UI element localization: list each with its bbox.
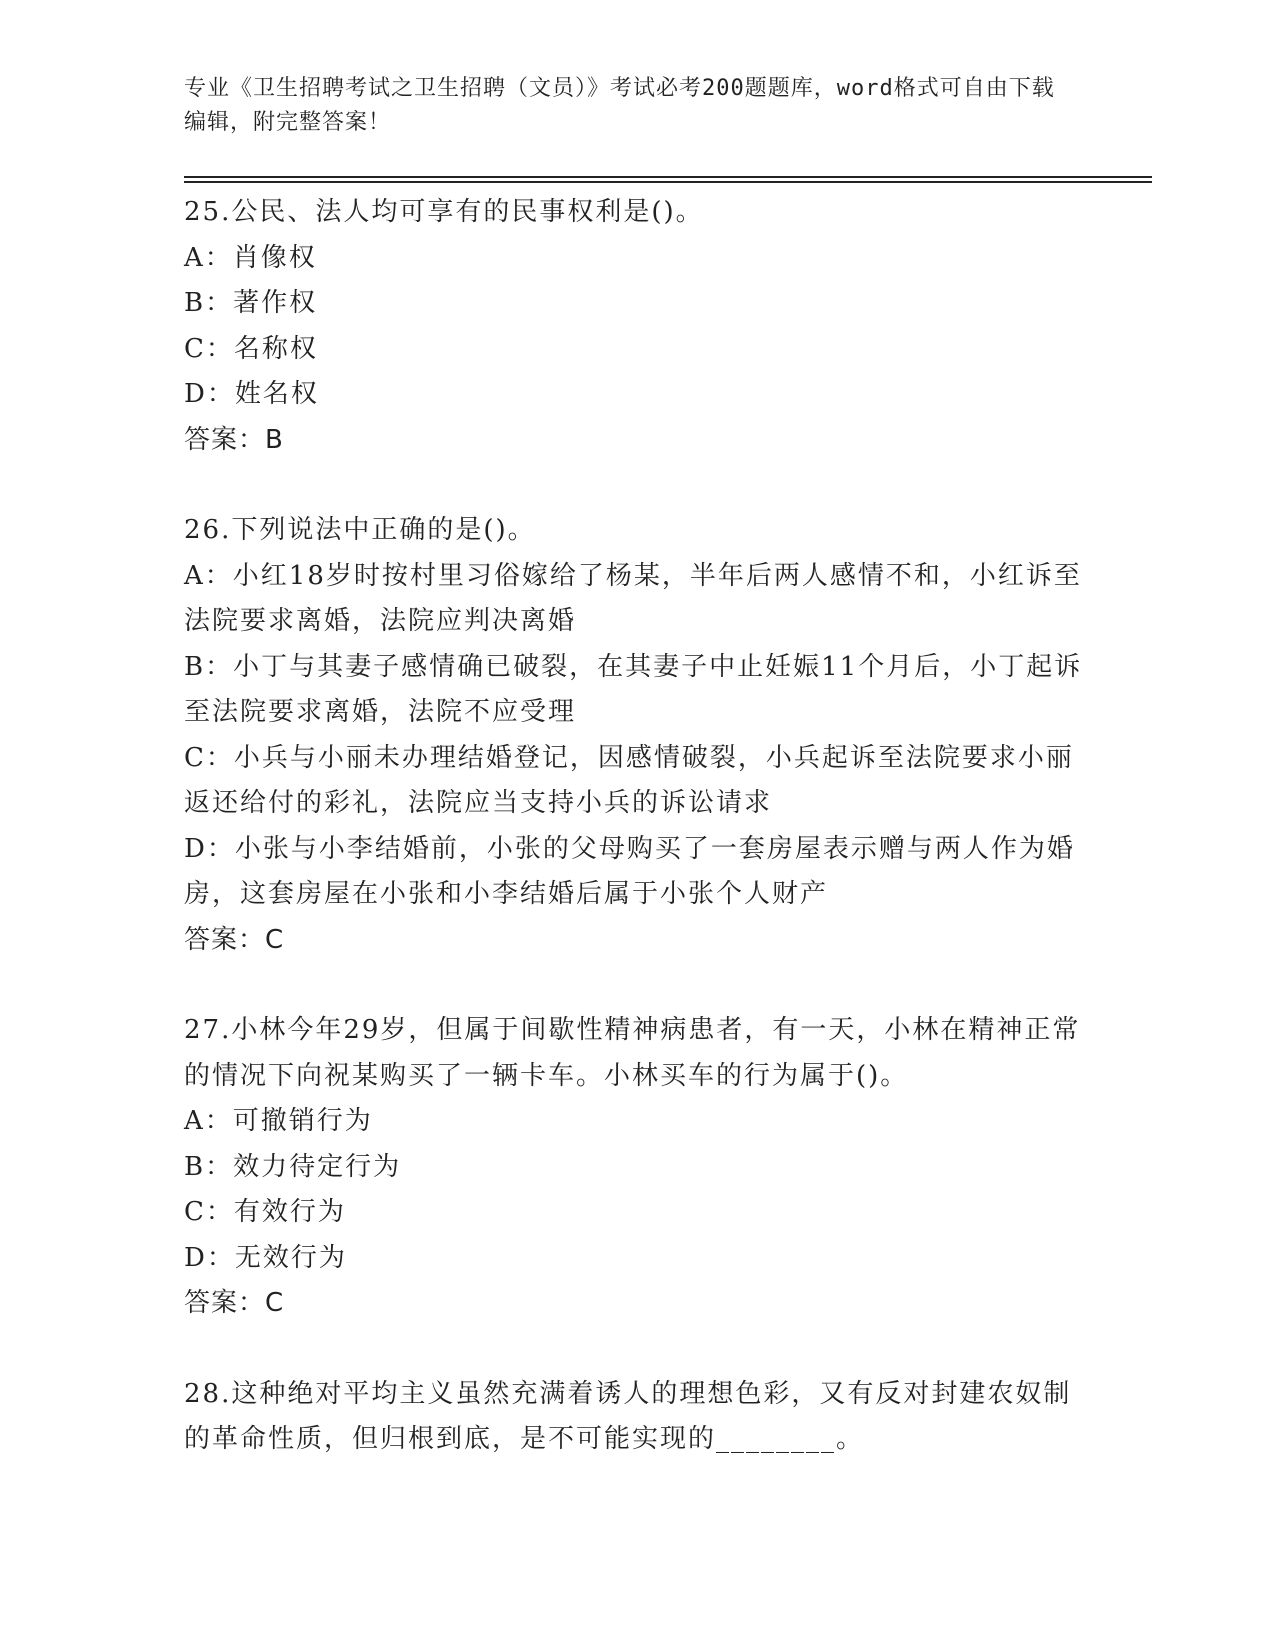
option-c: C：小兵与小丽未办理结婚登记，因感情破裂，小兵起诉至法院要求小丽返还给付的彩礼，法院应当支持小兵的诉讼请求 [184,742,1074,818]
question-26 [184,508,1084,963]
option-b: B：效力待定行为 [184,1151,402,1182]
option-a: A：肖像权 [184,242,317,273]
question-25 [184,190,1084,463]
answer-label: 答案： [184,924,266,955]
answer-value: B [265,424,284,455]
header-divider-bottom [184,181,1152,183]
document-header [184,72,1064,140]
option-a: A：可撤销行为 [184,1106,373,1136]
question-list [184,190,1084,1508]
option-c: C：有效行为 [184,1197,346,1227]
header-divider-top [184,176,1152,178]
question-text: 26.下列说法中正确的是()。 [184,515,536,545]
option-d: D：无效行为 [184,1242,347,1273]
answer-line [184,1281,1084,1327]
question-28 [184,1372,1084,1463]
question-text: 28.这种绝对平均主义虽然充满着诱人的理想色彩，又有反对封建农奴制的革命性质，但归根到底，是不可能实现的________。 [184,1378,1072,1454]
answer-line [184,918,1084,964]
option-c: C：名称权 [184,333,318,364]
question-text: 27.小林今年29岁，但属于间歇性精神病患者，有一天，小林在精神正常的情况下向祝某购买了一辆卡车。小林买车的行为属于()。 [184,1015,1081,1091]
answer-label: 答案： [184,1288,266,1318]
option-a: A：小红18岁时按村里习俗嫁给了杨某，半年后两人感情不和，小红诉至法院要求离婚，法院应判决离婚 [184,560,1082,636]
question-text: 25.公民、法人均可享有的民事权利是()。 [184,197,704,227]
option-d: D：姓名权 [184,379,319,409]
header-intro-text: 专业《卫生招聘考试之卫生招聘（文员）》考试必考200题题库，word格式可自由下载编辑，附完整答案！ [184,76,1055,135]
question-27 [184,1008,1084,1327]
option-b: B：著作权 [184,288,318,318]
answer-label: 答案： [184,424,266,455]
answer-value: C [265,1288,285,1318]
option-d: D：小张与小李结婚前，小张的父母购买了一套房屋表示赠与两人作为婚房，这套房屋在小张和小李结婚后属于小张个人财产 [184,833,1075,909]
option-b: B：小丁与其妻子感情确已破裂，在其妻子中止妊娠11个月后，小丁起诉至法院要求离婚，法院不应受理 [184,651,1083,727]
answer-line [184,418,1084,464]
answer-value: C [265,924,285,955]
